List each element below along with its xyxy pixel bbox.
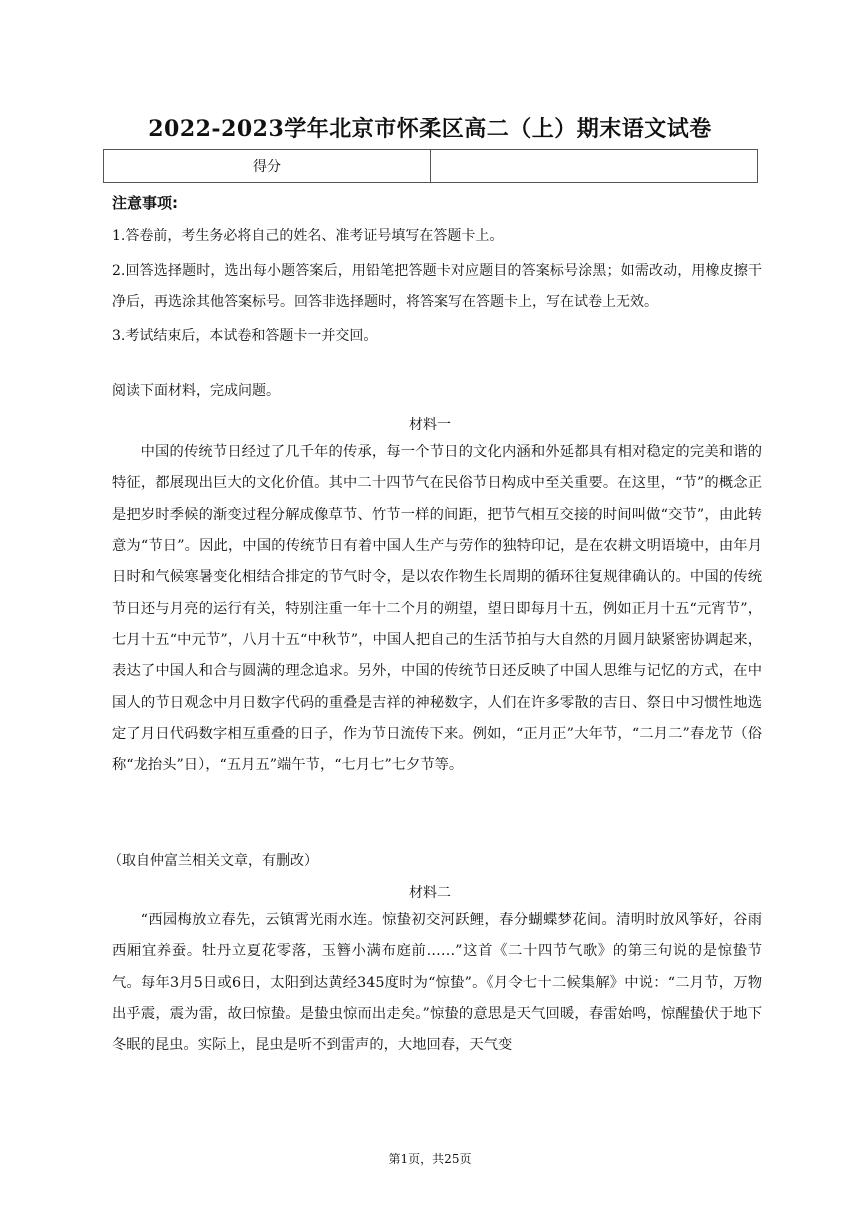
- material-2-heading: 材料二: [409, 885, 451, 901]
- notice-heading: 注意事项:: [112, 194, 178, 212]
- material-1-body: 中国的传统节日经过了几千年的传承，每一个节日的文化内涵和外延都具有相对稳定的完美和谐的特征，都展现出巨大的文化价值。其中二十四节气在民俗节日构成中至关重要。在这里，“节”的概念正是把岁时季候的渐变过程分解成像草节、竹节一样的间距，把节气相互交接的时间叫做“交节”，由此转意为“节日”。因此，中国的传统节日有着中国人生产与劳作的独特印记，是在农耕文明语境中，由年月日时和气候寒暑变化相结合排定的节气时令，是以农作物生长周期的循环往复规律确认的。中国的传统节日还与月亮的运行有关，特别注重一年十二个月的朔望，望日即每月十五，例如正月十五“元宵节”，七月十五“中元节”，八月十五“中秋节”，中国人把自己的生活节拍与大自然的月圆月缺紧密协调起来，表达了中国人和合与圆满的理念追求。另外，中国的传统节日还反映了中国人思维与记忆的方式，在中国人的节日观念中月日数字代码的重叠是吉祥的神秘数字，人们在许多零散的吉日、祭日中习惯性地选定了月日代码数字相互重叠的日子，作为节日流传下来。例如，“正月正”大年节，“二月二”春龙节（俗称“龙抬头”日），“五月五”端午节，“七月七”七夕节等。: [112, 444, 762, 774]
- notice-item-1: 1.答卷前，考生务必将自己的姓名、准考证号填写在答题卡上。: [112, 228, 504, 244]
- reading-instruction: 阅读下面材料，完成问题。: [112, 383, 280, 399]
- material-1-heading: 材料一: [409, 417, 451, 433]
- exam-title: 2022-2023学年北京市怀柔区高二（上）期末语文试卷: [148, 116, 712, 142]
- material-2-body: “西园梅放立春先，云镇霄光雨水连。惊蛰初交河跃鲤，春分蝴蝶梦花间。清明时放风筝好，谷雨西厢宜养蚕。牡丹立夏花零落，玉簪小满布庭前……”这首《二十四节气歌》的第三句说的是惊蛰节气。每年3月5日或6日，太阳到达黄经345度时为“惊蛰”。《月令七十二候集解》中说：“二月节，万物出乎震，震为雷，故曰惊蛰。是蛰虫惊而出走矣。”惊蛰的意思是天气回暖，春雷始鸣，惊醒蛰伏于地下冬眠的昆虫。实际上，昆虫是听不到雷声的，大地回春，天气变: [112, 912, 762, 1054]
- notice-item-2: 2.回答选择题时，选出每小题答案后，用铅笔把答题卡对应题目的答案标号涂黑；如需改动，用橡皮擦干净后，再选涂其他答案标号。回答非选择题时，将答案写在答题卡上，写在试卷上无效。: [112, 263, 762, 310]
- score-value-cell: [431, 150, 758, 183]
- score-label: 得分: [104, 150, 431, 183]
- score-table: [103, 149, 758, 183]
- page-number: 第1页，共25页: [388, 1152, 472, 1166]
- material-1-source: （取自仲富兰相关文章，有删改）: [108, 853, 318, 869]
- notice-item-3: 3.考试结束后，本试卷和答题卡一并交回。: [112, 328, 378, 344]
